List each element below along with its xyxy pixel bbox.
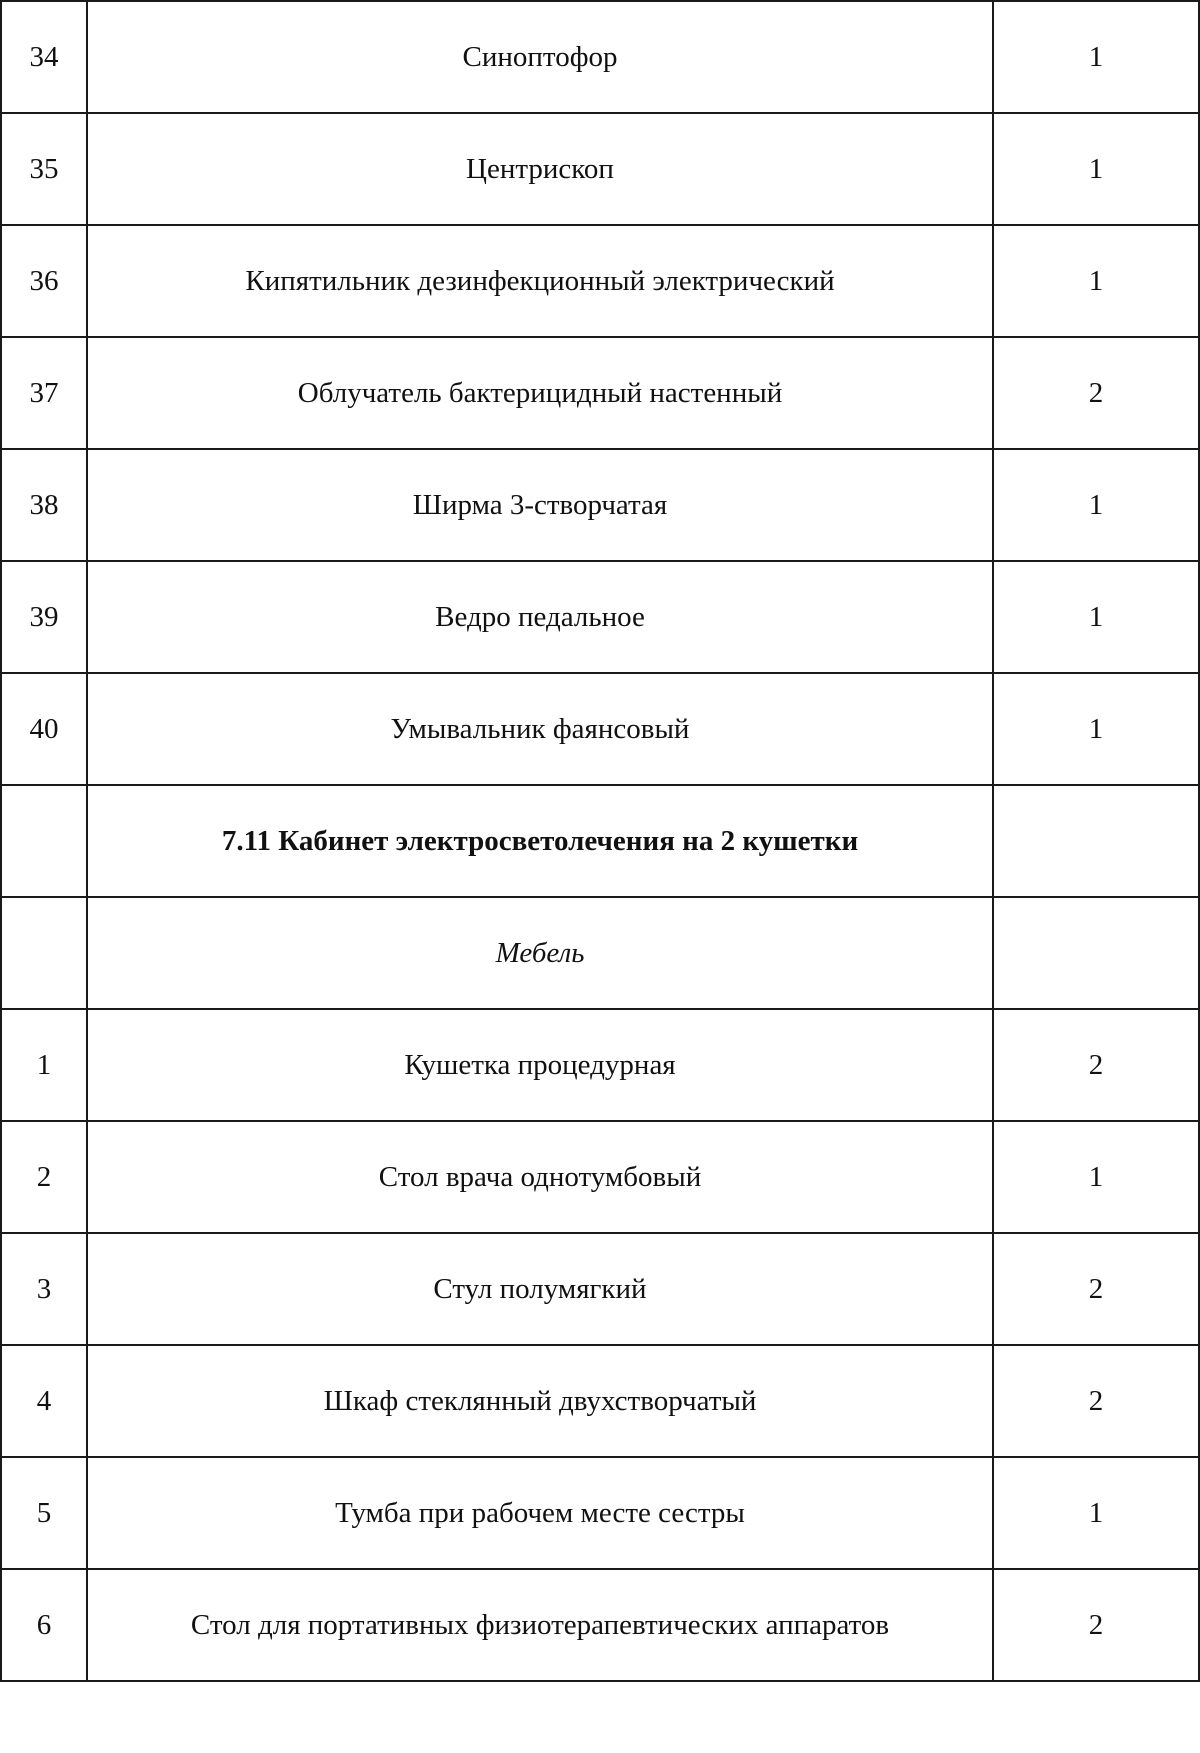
- item-quantity: 1: [993, 449, 1199, 561]
- item-name: Кушетка процедурная: [87, 1009, 993, 1121]
- item-quantity: [993, 785, 1199, 897]
- item-quantity: 2: [993, 1233, 1199, 1345]
- item-quantity: 1: [993, 673, 1199, 785]
- item-quantity: 2: [993, 337, 1199, 449]
- table-row: [1, 561, 1199, 673]
- row-number: 38: [1, 449, 87, 561]
- item-name: Ширма 3-створчатая: [87, 449, 993, 561]
- table-row: [1, 1009, 1199, 1121]
- table-row: [1, 1121, 1199, 1233]
- row-number: 34: [1, 1, 87, 113]
- item-name: Шкаф стеклянный двухстворчатый: [87, 1345, 993, 1457]
- row-number: [1, 897, 87, 1009]
- row-number: 39: [1, 561, 87, 673]
- table-row: [1, 225, 1199, 337]
- equipment-table-body: [1, 1, 1199, 1681]
- table-row: [1, 1345, 1199, 1457]
- subsection-title: Мебель: [87, 897, 993, 1009]
- item-name: Умывальник фаянсовый: [87, 673, 993, 785]
- row-number: 1: [1, 1009, 87, 1121]
- table-row: [1, 337, 1199, 449]
- table-row: [1, 1457, 1199, 1569]
- table-row: [1, 1233, 1199, 1345]
- table-row: [1, 113, 1199, 225]
- item-name: Кипятильник дезинфекционный электрический: [87, 225, 993, 337]
- subsection-header-row: [1, 897, 1199, 1009]
- item-name: Тумба при рабочем месте сестры: [87, 1457, 993, 1569]
- item-quantity: 1: [993, 225, 1199, 337]
- table-row: [1, 449, 1199, 561]
- row-number: 5: [1, 1457, 87, 1569]
- item-quantity: 2: [993, 1345, 1199, 1457]
- table-row: [1, 1569, 1199, 1681]
- section-header-row: [1, 785, 1199, 897]
- item-name: Центрископ: [87, 113, 993, 225]
- item-quantity: 1: [993, 113, 1199, 225]
- item-name: Облучатель бактерицидный настенный: [87, 337, 993, 449]
- item-name: Стол врача однотумбовый: [87, 1121, 993, 1233]
- item-quantity: 1: [993, 1457, 1199, 1569]
- item-quantity: [993, 897, 1199, 1009]
- item-quantity: 1: [993, 561, 1199, 673]
- item-quantity: 1: [993, 1, 1199, 113]
- item-name: Стол для портативных физиотерапевтических аппаратов: [87, 1569, 993, 1681]
- section-title: 7.11 Кабинет электросветолечения на 2 кушетки: [87, 785, 993, 897]
- item-name: Синоптофор: [87, 1, 993, 113]
- row-number: 4: [1, 1345, 87, 1457]
- table-row: [1, 1, 1199, 113]
- row-number: 3: [1, 1233, 87, 1345]
- item-quantity: 1: [993, 1121, 1199, 1233]
- row-number: 2: [1, 1121, 87, 1233]
- item-name: Стул полумягкий: [87, 1233, 993, 1345]
- row-number: 35: [1, 113, 87, 225]
- item-quantity: 2: [993, 1569, 1199, 1681]
- row-number: 40: [1, 673, 87, 785]
- row-number: [1, 785, 87, 897]
- table-row: [1, 673, 1199, 785]
- row-number: 36: [1, 225, 87, 337]
- row-number: 6: [1, 1569, 87, 1681]
- item-quantity: 2: [993, 1009, 1199, 1121]
- row-number: 37: [1, 337, 87, 449]
- item-name: Ведро педальное: [87, 561, 993, 673]
